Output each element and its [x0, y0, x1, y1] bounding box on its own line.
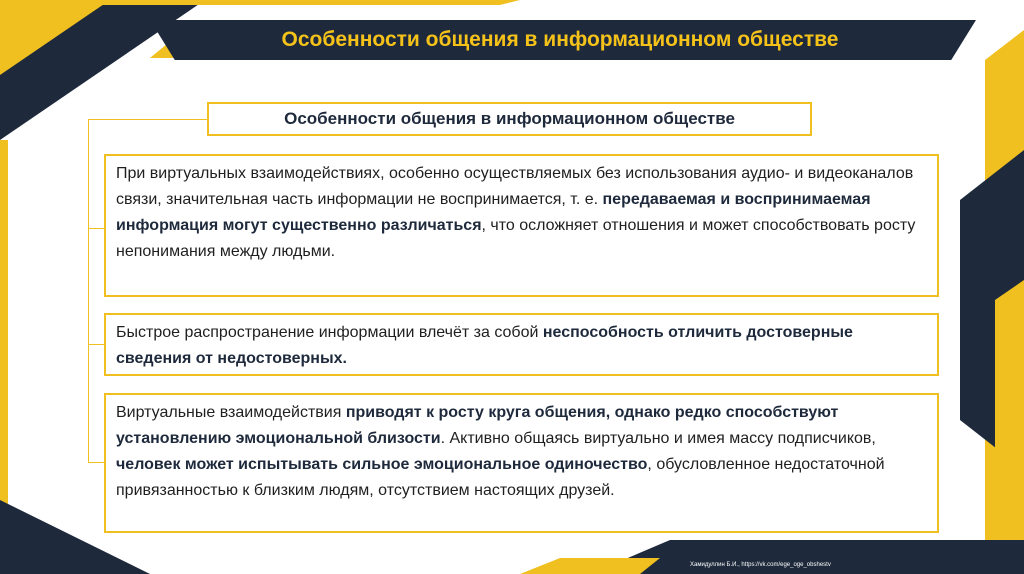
card-highlight: неспособность отличить достоверные сведения от недостоверных.	[116, 324, 853, 367]
card-highlight: человек может испытывать сильное эмоциональное одиночество	[116, 456, 648, 473]
card-highlight: приводят к росту круга общения, однако редко способствуют установлению эмоциональной близости	[116, 404, 839, 447]
feature-card	[104, 393, 939, 533]
connector-branch	[88, 228, 104, 229]
card-text: При виртуальных взаимодействиях, особенно осуществляемых без использования аудио- и видеоканалов связи, значительная часть информации не воспринимается, т. е.	[116, 165, 914, 208]
card-highlight: передаваемая и воспринимаемая информация могут существенно различаться	[116, 191, 871, 234]
card-text: Быстрое распространение информации влечёт за собой	[116, 324, 543, 341]
section-subtitle: Особенности общения в информационном обществе	[207, 102, 812, 136]
card-text: , обусловленное недостаточной привязанностью к близким людям, отсутствием настоящих друзей.	[116, 456, 885, 499]
footer-credit: Хамидуллин Б.И., https://vk.com/ege_oge_obshestv	[690, 562, 831, 568]
feature-card	[104, 154, 939, 297]
card-text: . Активно общаясь виртуально и имея массу подписчиков,	[440, 430, 876, 447]
page-title: Особенности общения в информационном обществе	[281, 28, 839, 51]
card-text: Виртуальные взаимодействия	[116, 404, 346, 421]
feature-card	[104, 313, 939, 376]
connector-branch	[88, 119, 207, 120]
connector-branch	[88, 462, 104, 463]
connector-branch	[88, 344, 104, 345]
card-text: , что осложняет отношения и может способствовать росту непонимания между людьми.	[116, 217, 916, 260]
connector-line	[88, 119, 89, 462]
